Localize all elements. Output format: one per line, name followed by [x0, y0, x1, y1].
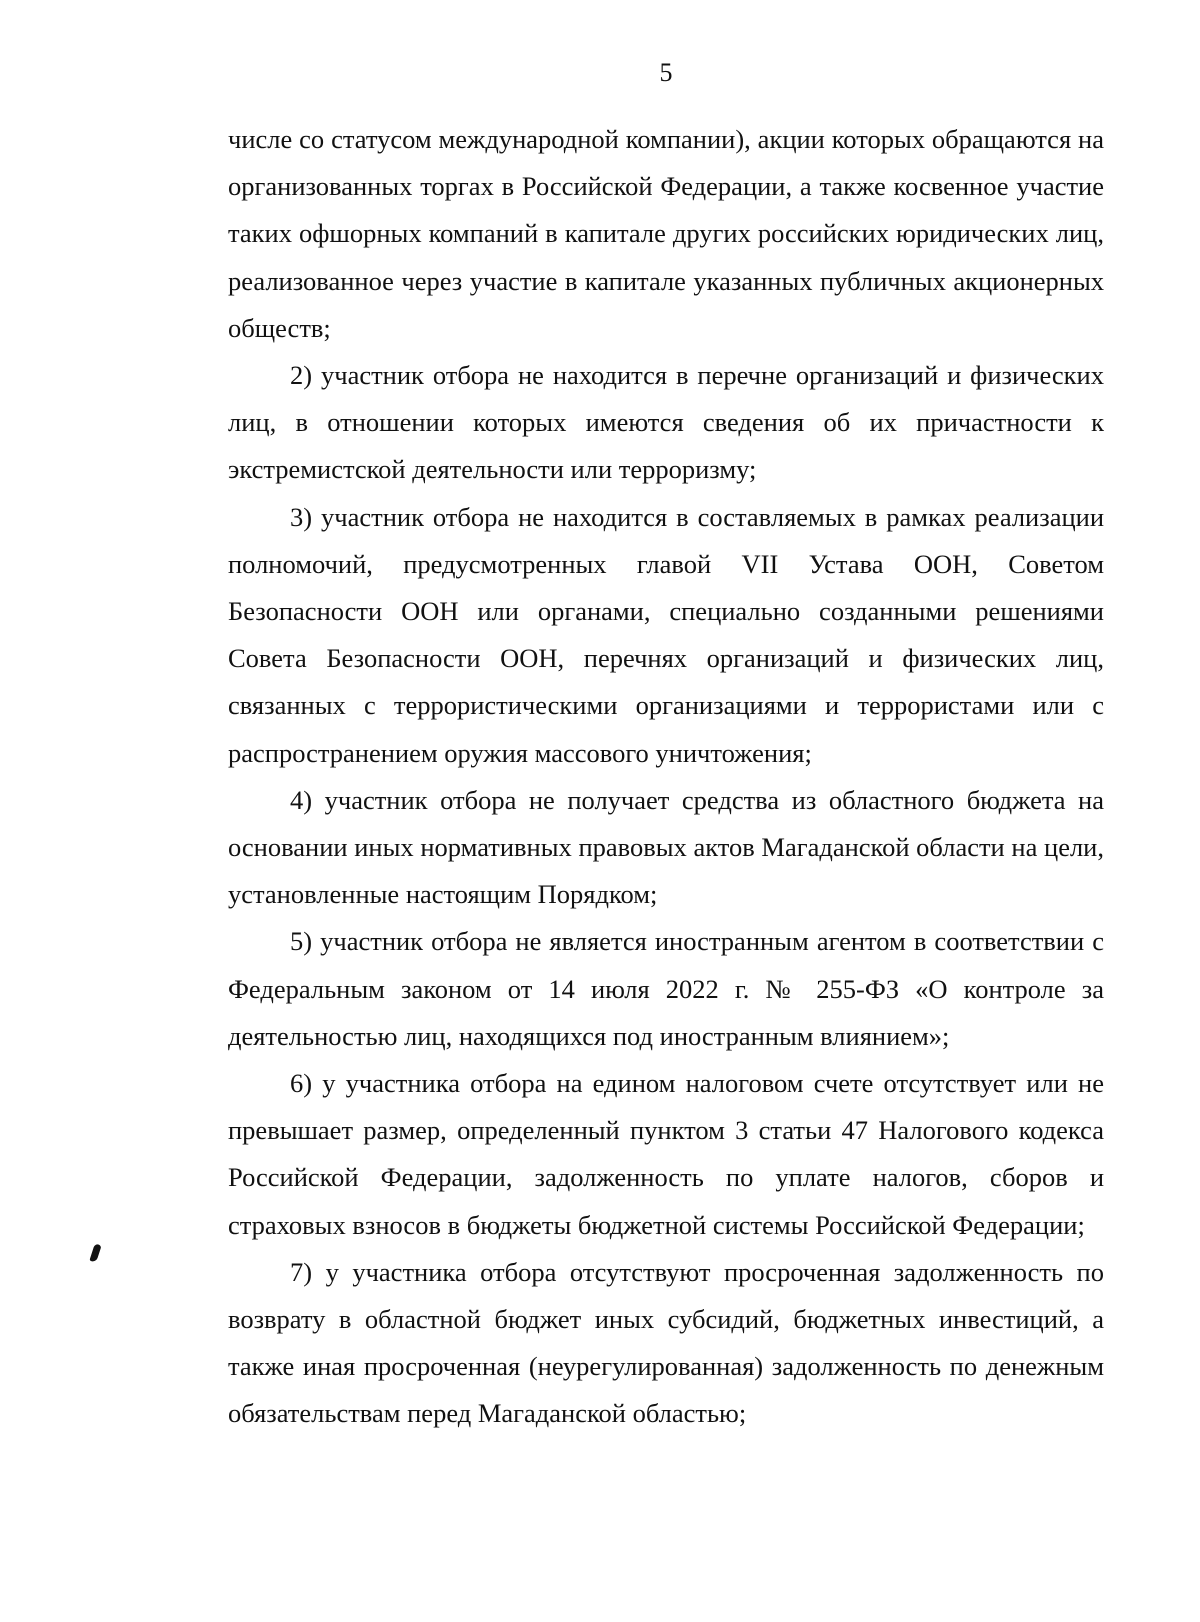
paragraph-item-4: 4) участник отбора не получает средства из областного бюджета на основании иных нормативных правовых актов Магаданской области на цели, установленные настоящим Порядком;	[228, 784, 1104, 910]
paragraph-item-5: 5) участник отбора не является иностранным агентом в соответствии с Федеральным законом от 14 июля 2022 г. № 255-ФЗ «О контроле за деятельностью лиц, находящихся под иностранным влиянием»;	[228, 926, 1104, 1051]
scan-ink-mark	[89, 1243, 101, 1262]
paragraph-item-2: 2) участник отбора не находится в перечне организаций и физических лиц, в отношении которых имеются сведения об их причастности к экстремистской деятельности или терроризму;	[228, 360, 1104, 485]
paragraph-item-3: 3) участник отбора не находится в составляемых в рамках реализации полномочий, предусмотренных главой VII Устава ООН, Советом Безопасности ООН или органами, специально созданными решениями Совета Безопасности ООН, перечнях организаций и физических лиц, связанных с террористическими организациями и террористами или с распространением оружия массового уничтожения;	[228, 501, 1104, 768]
paragraph-item-6: 6) у участника отбора на едином налоговом счете отсутствует или не превышает размер, определенный пунктом 3 статьи 47 Налогового кодекса Российской Федерации, задолженность по уплате налогов, сборов и страховых взносов в бюджеты бюджетной системы Российской Федерации;	[228, 1068, 1104, 1240]
document-body	[228, 116, 1104, 1438]
paragraph-item-7: 7) у участника отбора отсутствуют просроченная задолженность по возврату в областной бюджет иных субсидий, бюджетных инвестиций, а также иная просроченная (неурегулированная) задолженность по денежным обязательствам перед Магаданской областью;	[228, 1256, 1104, 1429]
page-number: 5	[659, 58, 673, 87]
paragraph-continuation: числе со статусом международной компании), акции которых обращаются на организованных торгах в Российской Федерации, а также косвенное участие таких офшорных компаний в капитале других российских юридических лиц, реализованное через участие в капитале указанных публичных акционерных обществ;	[228, 124, 1104, 343]
